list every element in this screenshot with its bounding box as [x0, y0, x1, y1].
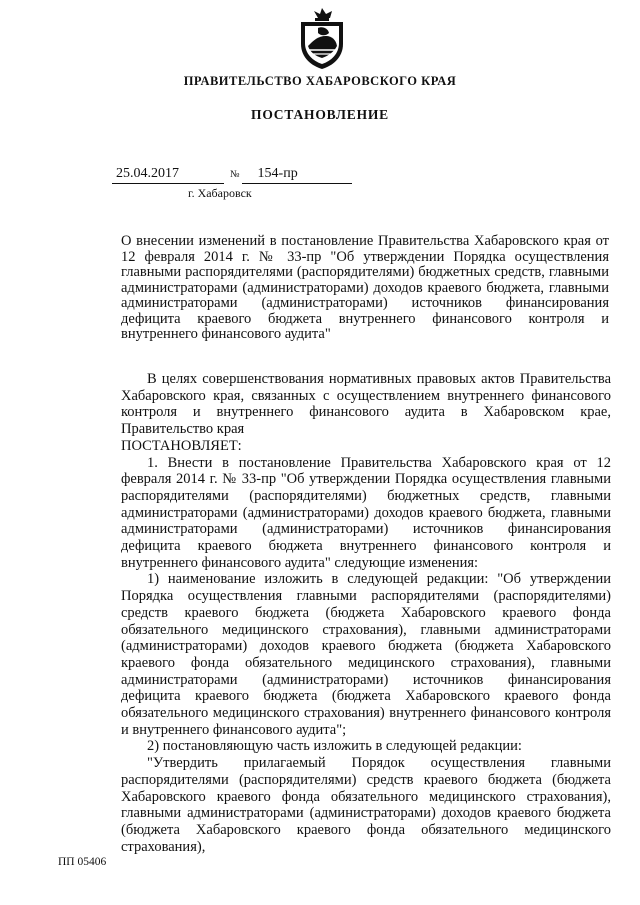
document-code: ПП 05406	[58, 856, 107, 868]
item-1-paragraph: 1. Внести в постановление Правительства Хабаровского края от 12 февраля 2014 г. № 33-пр "Об утверждении Порядка осуществления главными распорядителями (распорядителями) бюджетных средств, главными администраторами (администраторами) доходов краевого бюджета, главными администраторами (администраторами) источников финансирования дефицита краевого бюджета внутреннего финансового контроля и внутреннего финансового аудита" следующие изменения:	[121, 454, 611, 571]
coat-of-arms-icon	[296, 6, 348, 70]
decree-date: 25.04.2017	[112, 166, 224, 184]
number-sign: №	[230, 169, 240, 180]
document-type-title: ПОСТАНОВЛЕНИЕ	[251, 107, 389, 122]
decree-number: 154-пр	[242, 166, 352, 184]
item-1-1-paragraph: 1) наименование изложить в следующей редакции: "Об утверждении Порядка осуществления главными распорядителями (распорядителями) средств краевого бюджета (бюджета Хабаровского краевого фонда обязательного медицинского страхования), главными администраторами (администраторами) доходов краевого бюджета (бюджета Хабаровского краевого фонда обязательного медицинского страхования), главными администраторами (администраторами) источников финансирования дефицита краевого бюджета (бюджета Хабаровского краевого фонда обязательного медицинского страхования) внутреннего финансового контроля и внутреннего финансового аудита";	[121, 571, 611, 738]
resolves-heading: ПОСТАНОВЛЯЕТ:	[121, 437, 242, 454]
quoted-paragraph: "Утвердить прилагаемый Порядок осуществления главными распорядителями (распорядителями) средств краевого бюджета (бюджета Хабаровского краевого фонда обязательного медицинского страхования), главными администраторами (администраторами) доходов краевого бюджета (бюджета Хабаровского краевого фонда обязательного медицинского страхования),	[121, 755, 611, 855]
government-name: ПРАВИТЕЛЬСТВО ХАБАРОВСКОГО КРАЯ	[183, 74, 457, 88]
decree-subject: О внесении изменений в постановление Правительства Хабаровского края от 12 февраля 2014 г. № 33-пр "Об утверждении Порядка осуществления главными распорядителями (распорядителями) бюджетных средств, главными администраторами (администраторами) доходов краевого бюджета, главными администраторами (администраторами) источников финансирования дефицита краевого бюджета внутреннего финансового контроля и внутреннего финансового аудита"	[121, 233, 609, 342]
date-number-line	[112, 166, 352, 184]
item-1-2-paragraph: 2) постановляющую часть изложить в следующей редакции:	[147, 738, 522, 755]
decree-body	[121, 371, 611, 855]
city-name: г. Хабаровск	[188, 186, 252, 200]
preamble-paragraph: В целях совершенствования нормативных правовых актов Правительства Хабаровского края, связанных с осуществлением внутреннего финансового контроля и внутреннего финансового аудита в Хабаровском крае, Правительство края	[121, 371, 611, 438]
